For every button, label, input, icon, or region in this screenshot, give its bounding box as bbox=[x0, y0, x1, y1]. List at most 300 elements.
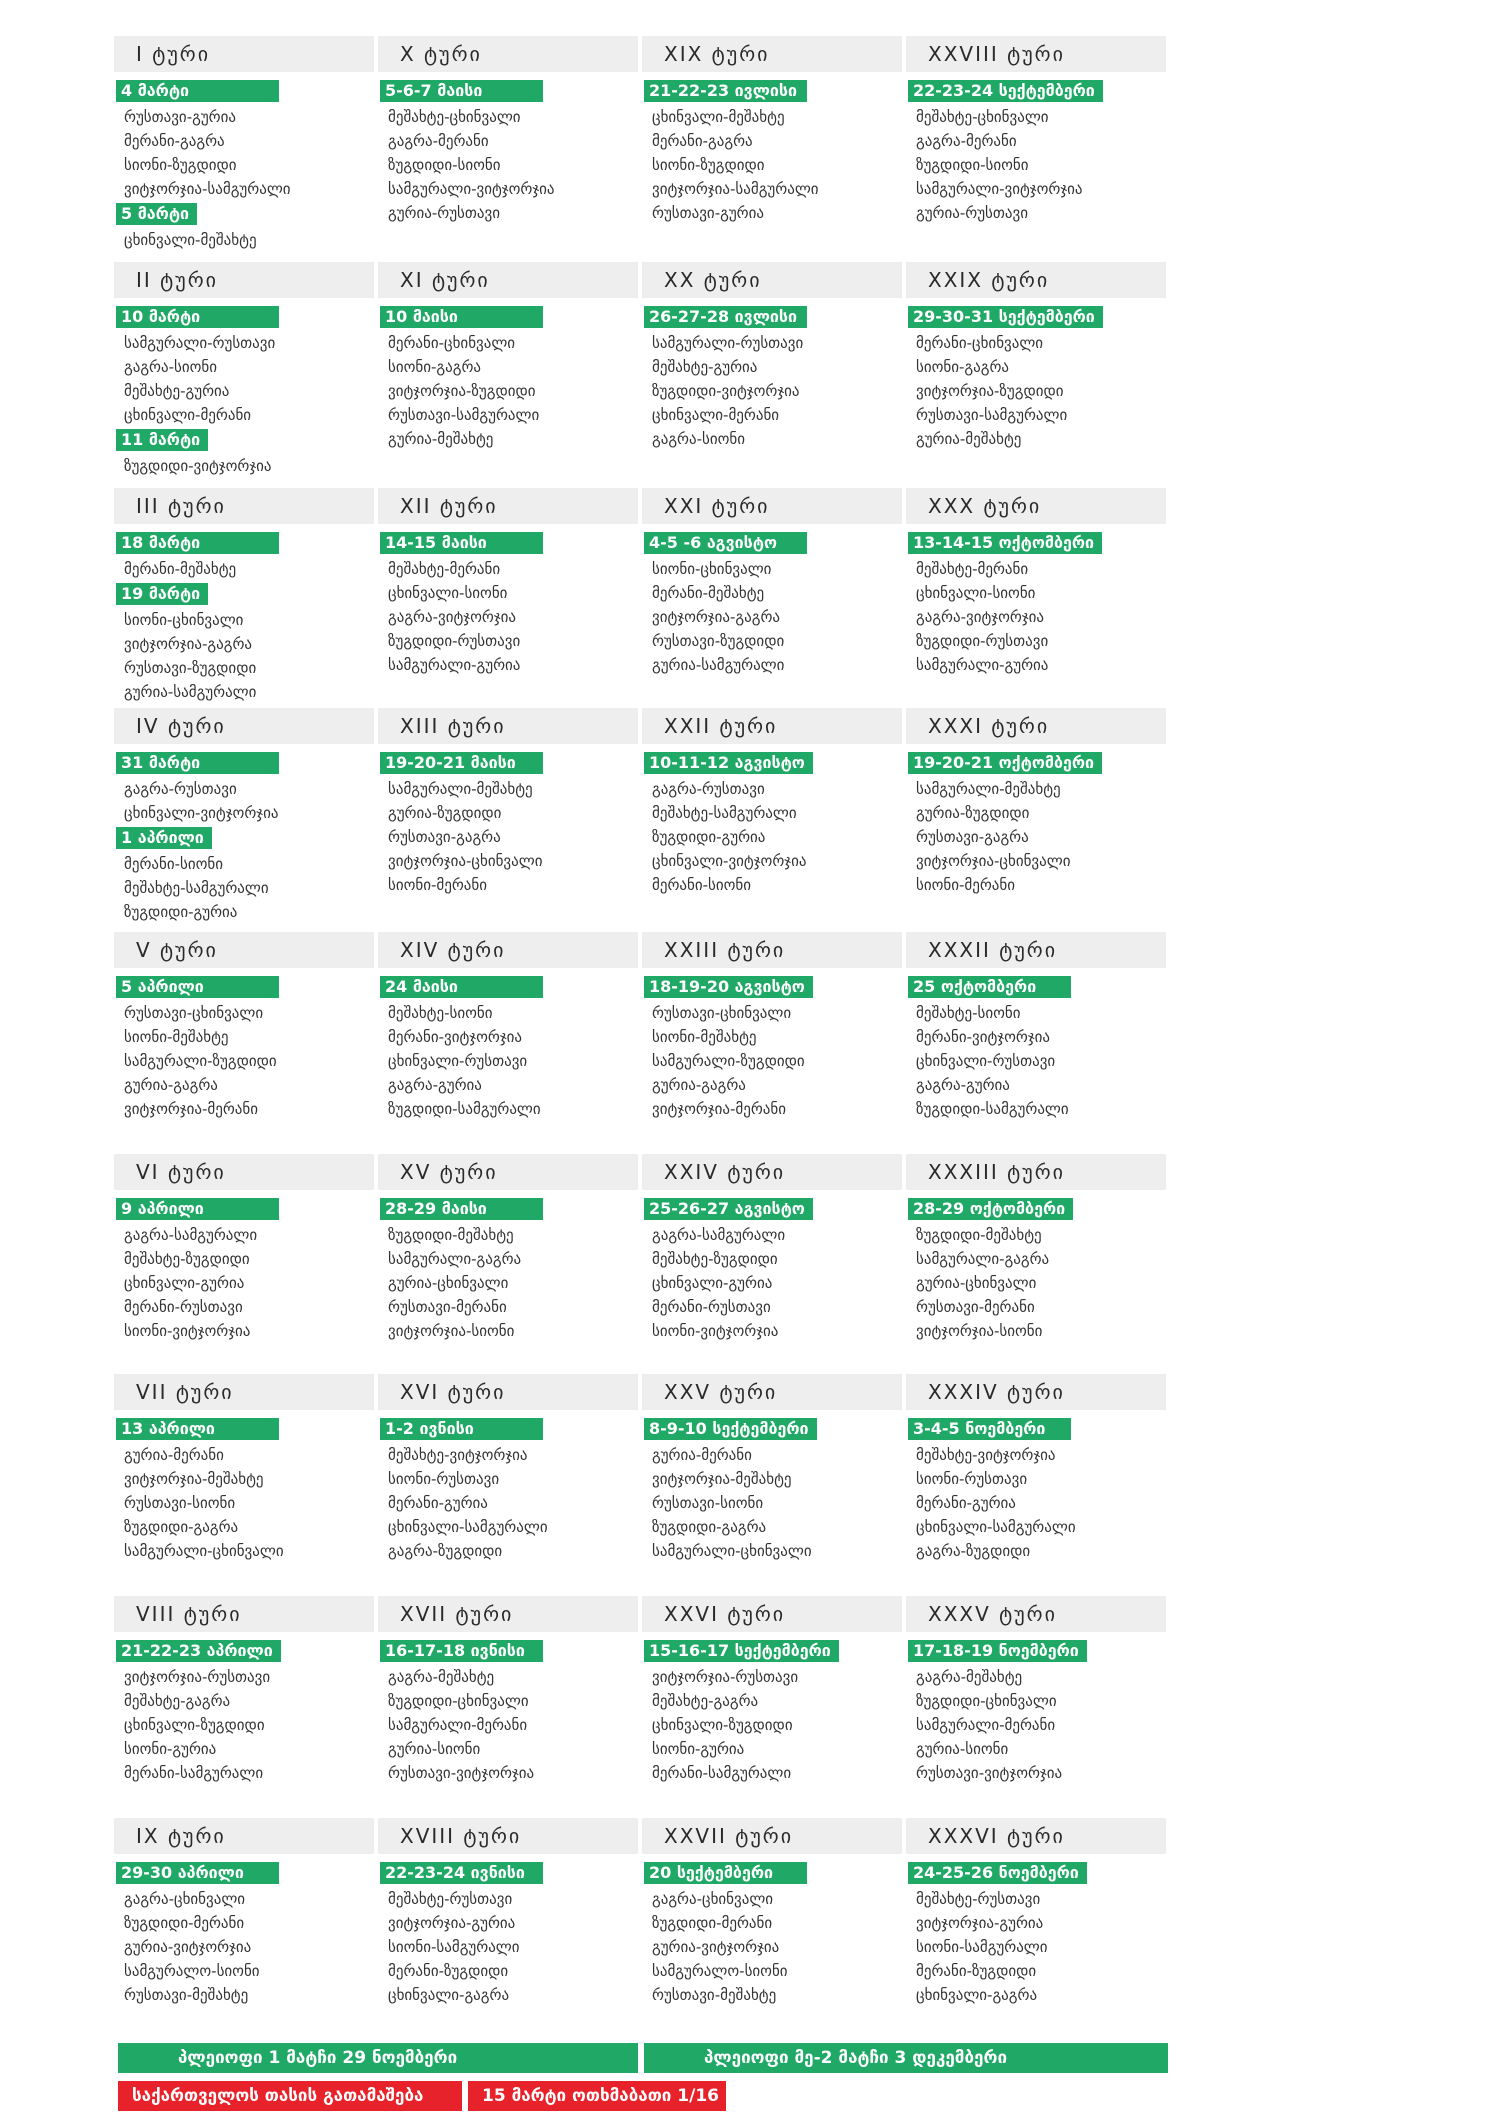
match-line: სამგურალი-რუსთავი bbox=[124, 334, 276, 352]
match-line: გაგრა-მეშახტე bbox=[916, 1668, 1023, 1686]
match-line: სიონი-მერანი bbox=[388, 876, 488, 894]
round-block bbox=[114, 488, 378, 708]
match-line: რუსთავი-გაგრა bbox=[916, 828, 1029, 846]
match-line: ვიტჯორჯია-სამგურალი bbox=[652, 180, 819, 198]
match-line: გაგრა-სამგურალი bbox=[652, 1226, 786, 1244]
match-line: სამგურალი-რუსთავი bbox=[652, 334, 804, 352]
round-row bbox=[114, 1374, 1170, 1596]
round-date-badge: 10-11-12 აგვისტო bbox=[644, 752, 813, 774]
match-line: ზუგდიდი-ცხინვალი bbox=[916, 1692, 1057, 1710]
match-line: ზუგდიდი-სიონი bbox=[388, 156, 501, 174]
round-date-badge: 24-25-26 ნოემბერი bbox=[908, 1862, 1087, 1884]
match-line: რუსთავი-ვიტჯორჯია bbox=[916, 1764, 1063, 1782]
match-line: მეშახტე-სამგურალი bbox=[124, 879, 269, 897]
round-date-badge: 14-15 მაისი bbox=[380, 532, 543, 554]
round-title: X ტური bbox=[378, 36, 638, 72]
round-row bbox=[114, 1596, 1170, 1818]
match-line: გაგრა-ზუგდიდი bbox=[916, 1542, 1031, 1560]
match-line: გაგრა-სიონი bbox=[124, 358, 218, 376]
round-title: VIII ტური bbox=[114, 1596, 374, 1632]
match-line: რუსთავი-გურია bbox=[124, 108, 236, 126]
match-line: მერანი-მეშახტე bbox=[652, 584, 765, 602]
round-block bbox=[114, 262, 378, 488]
match-line: სამგურალი-ცხინვალი bbox=[124, 1542, 284, 1560]
round-date-badge: 13 აპრილი bbox=[116, 1418, 279, 1440]
match-line: რუსთავი-სიონი bbox=[652, 1494, 764, 1512]
match-line: ზუგდიდი-გაგრა bbox=[652, 1518, 767, 1536]
match-line: ვიტჯორჯია-ზუგდიდი bbox=[916, 382, 1064, 400]
match-line: გაგრა-მერანი bbox=[388, 132, 489, 150]
round-block bbox=[906, 1374, 1170, 1596]
match-line: მერანი-ცხინვალი bbox=[916, 334, 1044, 352]
round-title: V ტური bbox=[114, 932, 374, 968]
match-line: გაგრა-გურია bbox=[916, 1076, 1010, 1094]
match-line: გურია-მეშახტე bbox=[388, 430, 494, 448]
round-block bbox=[906, 262, 1170, 488]
round-title: XVI ტური bbox=[378, 1374, 638, 1410]
match-line: გურია-სამგურალი bbox=[124, 683, 257, 701]
round-block bbox=[642, 932, 906, 1154]
round-block bbox=[378, 932, 642, 1154]
round-title: XVII ტური bbox=[378, 1596, 638, 1632]
match-line: გაგრა-გურია bbox=[388, 1076, 482, 1094]
round-block bbox=[906, 932, 1170, 1154]
playoff-1-bar: პლეიოფი 1 მატჩი 29 ნოემბერი bbox=[118, 2043, 638, 2073]
match-line: მერანი-სამგურალი bbox=[124, 1764, 264, 1782]
match-line: მეშახტე-რუსთავი bbox=[388, 1890, 513, 1908]
match-line: ზუგდიდი-სამგურალი bbox=[388, 1100, 541, 1118]
match-line: სიონი-სამგურალი bbox=[916, 1938, 1048, 1956]
match-line: ვიტჯორჯია-მეშახტე bbox=[652, 1470, 792, 1488]
round-title: XIV ტური bbox=[378, 932, 638, 968]
match-line: ცხინვალი-მერანი bbox=[124, 406, 252, 424]
match-line: მერანი-სიონი bbox=[652, 876, 752, 894]
match-line: ვიტჯორჯია-სიონი bbox=[388, 1322, 515, 1340]
match-line: სიონი-მერანი bbox=[916, 876, 1016, 894]
match-line: ვიტჯორჯია-გურია bbox=[388, 1914, 516, 1932]
match-line: ვიტჯორჯია-რუსთავი bbox=[652, 1668, 799, 1686]
match-line: გურია-მეშახტე bbox=[916, 430, 1022, 448]
round-row bbox=[114, 708, 1170, 932]
match-line: მეშახტე-ზუგდიდი bbox=[652, 1250, 778, 1268]
round-title: VI ტური bbox=[114, 1154, 374, 1190]
round-title: XXVI ტური bbox=[642, 1596, 902, 1632]
match-line: სიონი-გაგრა bbox=[916, 358, 1010, 376]
round-date-badge: 29-30-31 სექტემბერი bbox=[908, 306, 1103, 328]
match-line: სამგურალი-მეშახტე bbox=[388, 780, 533, 798]
match-line: ვიტჯორჯია-ზუგდიდი bbox=[388, 382, 536, 400]
round-date-badge: 9 აპრილი bbox=[116, 1198, 279, 1220]
match-line: ვიტჯორჯია-მერანი bbox=[124, 1100, 259, 1118]
match-line: რუსთავი-ცხინვალი bbox=[124, 1004, 264, 1022]
round-block bbox=[906, 1596, 1170, 1818]
round-title: XXV ტური bbox=[642, 1374, 902, 1410]
round-row bbox=[114, 36, 1170, 262]
round-block bbox=[378, 488, 642, 708]
round-title: XXXV ტური bbox=[906, 1596, 1166, 1632]
match-line: მერანი-ზუგდიდი bbox=[916, 1962, 1037, 1980]
round-date-badge: 29-30 აპრილი bbox=[116, 1862, 279, 1884]
match-line: სამგურალი-ზუგდიდი bbox=[124, 1052, 277, 1070]
match-line: მერანი-მეშახტე bbox=[124, 560, 237, 578]
round-date-badge: 5 აპრილი bbox=[116, 976, 279, 998]
match-line: გურია-რუსთავი bbox=[916, 204, 1028, 222]
round-title: XXIX ტური bbox=[906, 262, 1166, 298]
match-line: გურია-ცხინვალი bbox=[916, 1274, 1037, 1292]
round-block bbox=[114, 1596, 378, 1818]
match-line: მეშახტე-ცხინვალი bbox=[916, 108, 1049, 126]
match-line: მერანი-ვიტჯორჯია bbox=[916, 1028, 1051, 1046]
match-line: ვიტჯორჯია-გაგრა bbox=[652, 608, 781, 626]
match-line: ცხინვალი-ვიტჯორჯია bbox=[652, 852, 807, 870]
round-row bbox=[114, 1154, 1170, 1374]
match-line: ცხინვალი-მერანი bbox=[652, 406, 780, 424]
match-line: რუსთავი-ზუგდიდი bbox=[652, 632, 785, 650]
round-block bbox=[642, 1154, 906, 1374]
match-line: ვიტჯორჯია-გაგრა bbox=[124, 635, 253, 653]
match-line: ცხინვალი-ზუგდიდი bbox=[124, 1716, 265, 1734]
match-line: მერანი-რუსთავი bbox=[652, 1298, 771, 1316]
match-line: სიონი-გაგრა bbox=[388, 358, 482, 376]
round-title: XXIV ტური bbox=[642, 1154, 902, 1190]
round-date-badge: 16-17-18 ივნისი bbox=[380, 1640, 543, 1662]
match-line: ცხინვალი-რუსთავი bbox=[388, 1052, 528, 1070]
round-date-badge: 4-5 -6 აგვისტო bbox=[644, 532, 807, 554]
round-block bbox=[114, 1818, 378, 2058]
round-date-badge: 13-14-15 ოქტომბერი bbox=[908, 532, 1102, 554]
round-title: XXIII ტური bbox=[642, 932, 902, 968]
match-line: სიონი-გურია bbox=[124, 1740, 217, 1758]
round-date-badge: 1 აპრილი bbox=[116, 827, 212, 849]
match-line: სამგურალი-ვიტჯორჯია bbox=[388, 180, 555, 198]
match-line: გურია-გაგრა bbox=[652, 1076, 746, 1094]
match-line: ცხინვალი-მეშახტე bbox=[652, 108, 785, 126]
round-title: XXXII ტური bbox=[906, 932, 1166, 968]
match-line: ცხინვალი-სამგურალი bbox=[388, 1518, 548, 1536]
round-title: XXVII ტური bbox=[642, 1818, 902, 1854]
match-line: სიონი-ზუგდიდი bbox=[124, 156, 237, 174]
round-title: III ტური bbox=[114, 488, 374, 524]
match-line: მეშახტე-სიონი bbox=[388, 1004, 493, 1022]
match-line: სამგურალო-სიონი bbox=[652, 1962, 788, 1980]
match-line: გაგრა-ცხინვალი bbox=[652, 1890, 774, 1908]
round-title: XXX ტური bbox=[906, 488, 1166, 524]
match-line: რუსთავი-სიონი bbox=[124, 1494, 236, 1512]
round-date-badge: 22-23-24 სექტემბერი bbox=[908, 80, 1103, 102]
round-date-badge: 21-22-23 ივლისი bbox=[644, 80, 807, 102]
round-title: XXVIII ტური bbox=[906, 36, 1166, 72]
round-title: XXXIII ტური bbox=[906, 1154, 1166, 1190]
match-line: მეშახტე-რუსთავი bbox=[916, 1890, 1041, 1908]
schedule-grid bbox=[114, 36, 1170, 2058]
match-line: სიონი-ზუგდიდი bbox=[652, 156, 765, 174]
match-line: სიონი-სამგურალი bbox=[388, 1938, 520, 1956]
round-title: IX ტური bbox=[114, 1818, 374, 1854]
round-row bbox=[114, 488, 1170, 708]
match-line: მეშახტე-გაგრა bbox=[652, 1692, 759, 1710]
match-line: ზუგდიდი-მერანი bbox=[652, 1914, 773, 1932]
match-line: სიონი-ვიტჯორჯია bbox=[652, 1322, 779, 1340]
match-line: სიონი-ცხინვალი bbox=[124, 611, 244, 629]
round-date-badge: 5-6-7 მაისი bbox=[380, 80, 543, 102]
match-line: გაგრა-მერანი bbox=[916, 132, 1017, 150]
round-block bbox=[378, 36, 642, 262]
match-line: ცხინვალი-სიონი bbox=[388, 584, 508, 602]
match-line: ცხინვალი-ვიტჯორჯია bbox=[124, 804, 279, 822]
match-line: სიონი-გურია bbox=[652, 1740, 745, 1758]
round-title: XXXI ტური bbox=[906, 708, 1166, 744]
match-line: გურია-ვიტჯორჯია bbox=[124, 1938, 252, 1956]
round-date-badge: 28-29 ოქტომბერი bbox=[908, 1198, 1073, 1220]
round-date-badge: 8-9-10 სექტემბერი bbox=[644, 1418, 817, 1440]
round-date-badge: 25 ოქტომბერი bbox=[908, 976, 1071, 998]
round-date-badge: 20 სექტემბერი bbox=[644, 1862, 807, 1884]
match-line: გურია-გაგრა bbox=[124, 1076, 218, 1094]
match-line: ზუგდიდი-მეშახტე bbox=[388, 1226, 514, 1244]
round-block bbox=[906, 488, 1170, 708]
match-line: მერანი-ზუგდიდი bbox=[388, 1962, 509, 1980]
match-line: მერანი-გაგრა bbox=[124, 132, 225, 150]
match-line: მეშახტე-გაგრა bbox=[124, 1692, 231, 1710]
round-block bbox=[378, 708, 642, 932]
match-line: მერანი-რუსთავი bbox=[124, 1298, 243, 1316]
round-block bbox=[378, 1818, 642, 2058]
match-line: სიონი-ვიტჯორჯია bbox=[124, 1322, 251, 1340]
match-line: მერანი-სიონი bbox=[124, 855, 224, 873]
match-line: სამგურალი-გაგრა bbox=[388, 1250, 522, 1268]
match-line: ცხინვალი-სიონი bbox=[916, 584, 1036, 602]
match-line: ზუგდიდი-რუსთავი bbox=[916, 632, 1049, 650]
round-title: XXII ტური bbox=[642, 708, 902, 744]
match-line: გურია-სიონი bbox=[388, 1740, 481, 1758]
round-block bbox=[378, 1374, 642, 1596]
round-title: XXI ტური bbox=[642, 488, 902, 524]
round-date-badge: 10 მარტი bbox=[116, 306, 279, 328]
match-line: ვიტჯორჯია-გურია bbox=[916, 1914, 1044, 1932]
match-line: სიონი-ცხინვალი bbox=[652, 560, 772, 578]
round-block bbox=[642, 1596, 906, 1818]
match-line: ზუგდიდი-რუსთავი bbox=[388, 632, 521, 650]
match-line: რუსთავი-გაგრა bbox=[388, 828, 501, 846]
footer bbox=[118, 2043, 1178, 2119]
match-line: მეშახტე-გურია bbox=[124, 382, 230, 400]
match-line: ცხინვალი-მეშახტე bbox=[124, 231, 257, 249]
match-line: მერანი-ვიტჯორჯია bbox=[388, 1028, 523, 1046]
match-line: ცხინვალი-ზუგდიდი bbox=[652, 1716, 793, 1734]
round-block bbox=[642, 262, 906, 488]
round-block bbox=[114, 932, 378, 1154]
match-line: რუსთავი-ვიტჯორჯია bbox=[388, 1764, 535, 1782]
match-line: გაგრა-ზუგდიდი bbox=[388, 1542, 503, 1560]
match-line: ვიტჯორჯია-რუსთავი bbox=[124, 1668, 271, 1686]
match-line: ზუგდიდი-ვიტჯორჯია bbox=[124, 457, 272, 475]
match-line: გურია-ზუგდიდი bbox=[916, 804, 1030, 822]
match-line: მეშახტე-ვიტჯორჯია bbox=[388, 1446, 528, 1464]
match-line: ვიტჯორჯია-სიონი bbox=[916, 1322, 1043, 1340]
match-line: რუსთავი-მეშახტე bbox=[652, 1986, 777, 2004]
match-line: ვიტჯორჯია-ცხინვალი bbox=[388, 852, 543, 870]
round-date-badge: 15-16-17 სექტემბერი bbox=[644, 1640, 839, 1662]
round-title: XX ტური bbox=[642, 262, 902, 298]
match-line: სამგურალი-გურია bbox=[388, 656, 521, 674]
match-line: სამგურალი-გაგრა bbox=[916, 1250, 1050, 1268]
match-line: სამგურალი-ცხინვალი bbox=[652, 1542, 812, 1560]
match-line: სიონი-რუსთავი bbox=[916, 1470, 1028, 1488]
round-date-badge: 19-20-21 ოქტომბერი bbox=[908, 752, 1102, 774]
match-line: ცხინვალი-გაგრა bbox=[916, 1986, 1038, 2004]
round-block bbox=[114, 36, 378, 262]
match-line: მერანი-გურია bbox=[916, 1494, 1016, 1512]
playoff-2-bar: პლეიოფი მე-2 მატჩი 3 დეკემბერი bbox=[644, 2043, 1168, 2073]
round-date-badge: 19 მარტი bbox=[116, 583, 208, 605]
match-line: რუსთავი-მერანი bbox=[916, 1298, 1035, 1316]
match-line: მეშახტე-სიონი bbox=[916, 1004, 1021, 1022]
match-line: გაგრა-ცხინვალი bbox=[124, 1890, 246, 1908]
match-line: ცხინვალი-გურია bbox=[652, 1274, 773, 1292]
round-title: I ტური bbox=[114, 36, 374, 72]
round-date-badge: 5 მარტი bbox=[116, 203, 197, 225]
match-line: სამგურალი-მეშახტე bbox=[916, 780, 1061, 798]
match-line: გაგრა-ვიტჯორჯია bbox=[388, 608, 517, 626]
round-block bbox=[114, 1374, 378, 1596]
round-title: II ტური bbox=[114, 262, 374, 298]
match-line: გურია-მერანი bbox=[124, 1446, 224, 1464]
match-line: ცხინვალი-რუსთავი bbox=[916, 1052, 1056, 1070]
round-title: VII ტური bbox=[114, 1374, 374, 1410]
round-block bbox=[906, 708, 1170, 932]
match-line: ვიტჯორჯია-სამგურალი bbox=[124, 180, 291, 198]
match-line: სამგურალო-სიონი bbox=[124, 1962, 260, 1980]
match-line: გურია-სიონი bbox=[916, 1740, 1009, 1758]
match-line: ზუგდიდი-ცხინვალი bbox=[388, 1692, 529, 1710]
match-line: სამგურალი-ვიტჯორჯია bbox=[916, 180, 1083, 198]
round-title: XI ტური bbox=[378, 262, 638, 298]
match-line: ვიტჯორჯია-მეშახტე bbox=[124, 1470, 264, 1488]
match-line: ცხინვალი-სამგურალი bbox=[916, 1518, 1076, 1536]
round-block bbox=[906, 36, 1170, 262]
round-date-badge: 18 მარტი bbox=[116, 532, 279, 554]
match-line: მეშახტე-სამგურალი bbox=[652, 804, 797, 822]
match-line: ზუგდიდი-ვიტჯორჯია bbox=[652, 382, 800, 400]
match-line: მეშახტე-მერანი bbox=[916, 560, 1029, 578]
round-row bbox=[114, 1818, 1170, 2058]
round-block bbox=[378, 1596, 642, 1818]
match-line: გურია-რუსთავი bbox=[388, 204, 500, 222]
match-line: გურია-ზუგდიდი bbox=[388, 804, 502, 822]
round-block bbox=[642, 1818, 906, 2058]
round-row bbox=[114, 932, 1170, 1154]
match-line: გაგრა-რუსთავი bbox=[124, 780, 237, 798]
match-line: ზუგდიდი-სამგურალი bbox=[916, 1100, 1069, 1118]
match-line: ზუგდიდი-სიონი bbox=[916, 156, 1029, 174]
match-line: მეშახტე-ცხინვალი bbox=[388, 108, 521, 126]
match-line: სამგურალი-გურია bbox=[916, 656, 1049, 674]
round-date-badge: 18-19-20 აგვისტო bbox=[644, 976, 813, 998]
match-line: რუსთავი-გურია bbox=[652, 204, 764, 222]
round-date-badge: 26-27-28 ივლისი bbox=[644, 306, 807, 328]
match-line: ზუგდიდი-მერანი bbox=[124, 1914, 245, 1932]
match-line: ცხინვალი-გურია bbox=[124, 1274, 245, 1292]
round-date-badge: 31 მარტი bbox=[116, 752, 279, 774]
round-block bbox=[642, 488, 906, 708]
match-line: ვიტჯორჯია-მერანი bbox=[652, 1100, 787, 1118]
round-date-badge: 22-23-24 ივნისი bbox=[380, 1862, 543, 1884]
round-block bbox=[378, 262, 642, 488]
round-date-badge: 24 მაისი bbox=[380, 976, 543, 998]
match-line: ზუგდიდი-გურია bbox=[652, 828, 766, 846]
match-line: მეშახტე-მერანი bbox=[388, 560, 501, 578]
playoff-row bbox=[118, 2043, 1178, 2073]
round-block bbox=[642, 36, 906, 262]
match-line: გურია-სამგურალი bbox=[652, 656, 785, 674]
match-line: ცხინვალი-გაგრა bbox=[388, 1986, 510, 2004]
match-line: გაგრა-ვიტჯორჯია bbox=[916, 608, 1045, 626]
match-line: სიონი-მეშახტე bbox=[652, 1028, 757, 1046]
round-title: IV ტური bbox=[114, 708, 374, 744]
round-date-badge: 21-22-23 აპრილი bbox=[116, 1640, 281, 1662]
match-line: სიონი-მეშახტე bbox=[124, 1028, 229, 1046]
match-line: გურია-მერანი bbox=[652, 1446, 752, 1464]
round-date-badge: 25-26-27 აგვისტო bbox=[644, 1198, 813, 1220]
cup-label-bar: საქართველოს თასის გათამაშება bbox=[118, 2081, 462, 2111]
match-line: გურია-ცხინვალი bbox=[388, 1274, 509, 1292]
round-title: XIII ტური bbox=[378, 708, 638, 744]
match-line: რუსთავი-ზუგდიდი bbox=[124, 659, 257, 677]
match-line: გაგრა-სიონი bbox=[652, 430, 746, 448]
match-line: მეშახტე-გურია bbox=[652, 358, 758, 376]
match-line: ზუგდიდი-გაგრა bbox=[124, 1518, 239, 1536]
match-line: მერანი-სამგურალი bbox=[652, 1764, 792, 1782]
match-line: მეშახტე-ზუგდიდი bbox=[124, 1250, 250, 1268]
round-row bbox=[114, 262, 1170, 488]
round-date-badge: 1-2 ივნისი bbox=[380, 1418, 543, 1440]
match-line: გაგრა-მეშახტე bbox=[388, 1668, 495, 1686]
round-date-badge: 3-4-5 ნოემბერი bbox=[908, 1418, 1071, 1440]
match-line: ზუგდიდი-გურია bbox=[124, 903, 238, 921]
round-title: XV ტური bbox=[378, 1154, 638, 1190]
match-line: გაგრა-სამგურალი bbox=[124, 1226, 258, 1244]
round-title: XVIII ტური bbox=[378, 1818, 638, 1854]
round-title: XXXIV ტური bbox=[906, 1374, 1166, 1410]
match-line: რუსთავი-სამგურალი bbox=[916, 406, 1068, 424]
round-block bbox=[378, 1154, 642, 1374]
match-line: სამგურალი-მერანი bbox=[388, 1716, 528, 1734]
round-block bbox=[906, 1154, 1170, 1374]
match-line: რუსთავი-ცხინვალი bbox=[652, 1004, 792, 1022]
round-block bbox=[642, 1374, 906, 1596]
round-date-badge: 11 მარტი bbox=[116, 429, 208, 451]
match-line: გაგრა-რუსთავი bbox=[652, 780, 765, 798]
round-block bbox=[114, 1154, 378, 1374]
cup-row bbox=[118, 2081, 1178, 2111]
round-date-badge: 28-29 მაისი bbox=[380, 1198, 543, 1220]
match-line: მერანი-ცხინვალი bbox=[388, 334, 516, 352]
cup-date-bar: 15 მარტი ოთხმაბათი 1/16 bbox=[468, 2081, 726, 2111]
match-line: რუსთავი-მერანი bbox=[388, 1298, 507, 1316]
match-line: სამგურალი-მერანი bbox=[916, 1716, 1056, 1734]
round-date-badge: 19-20-21 მაისი bbox=[380, 752, 543, 774]
match-line: ვიტჯორჯია-ცხინვალი bbox=[916, 852, 1071, 870]
round-title: XIX ტური bbox=[642, 36, 902, 72]
round-date-badge: 17-18-19 ნოემბერი bbox=[908, 1640, 1087, 1662]
round-title: XII ტური bbox=[378, 488, 638, 524]
round-title: XXXVI ტური bbox=[906, 1818, 1166, 1854]
match-line: მერანი-გაგრა bbox=[652, 132, 753, 150]
match-line: რუსთავი-მეშახტე bbox=[124, 1986, 249, 2004]
match-line: რუსთავი-სამგურალი bbox=[388, 406, 540, 424]
round-date-badge: 4 მარტი bbox=[116, 80, 279, 102]
round-block bbox=[642, 708, 906, 932]
